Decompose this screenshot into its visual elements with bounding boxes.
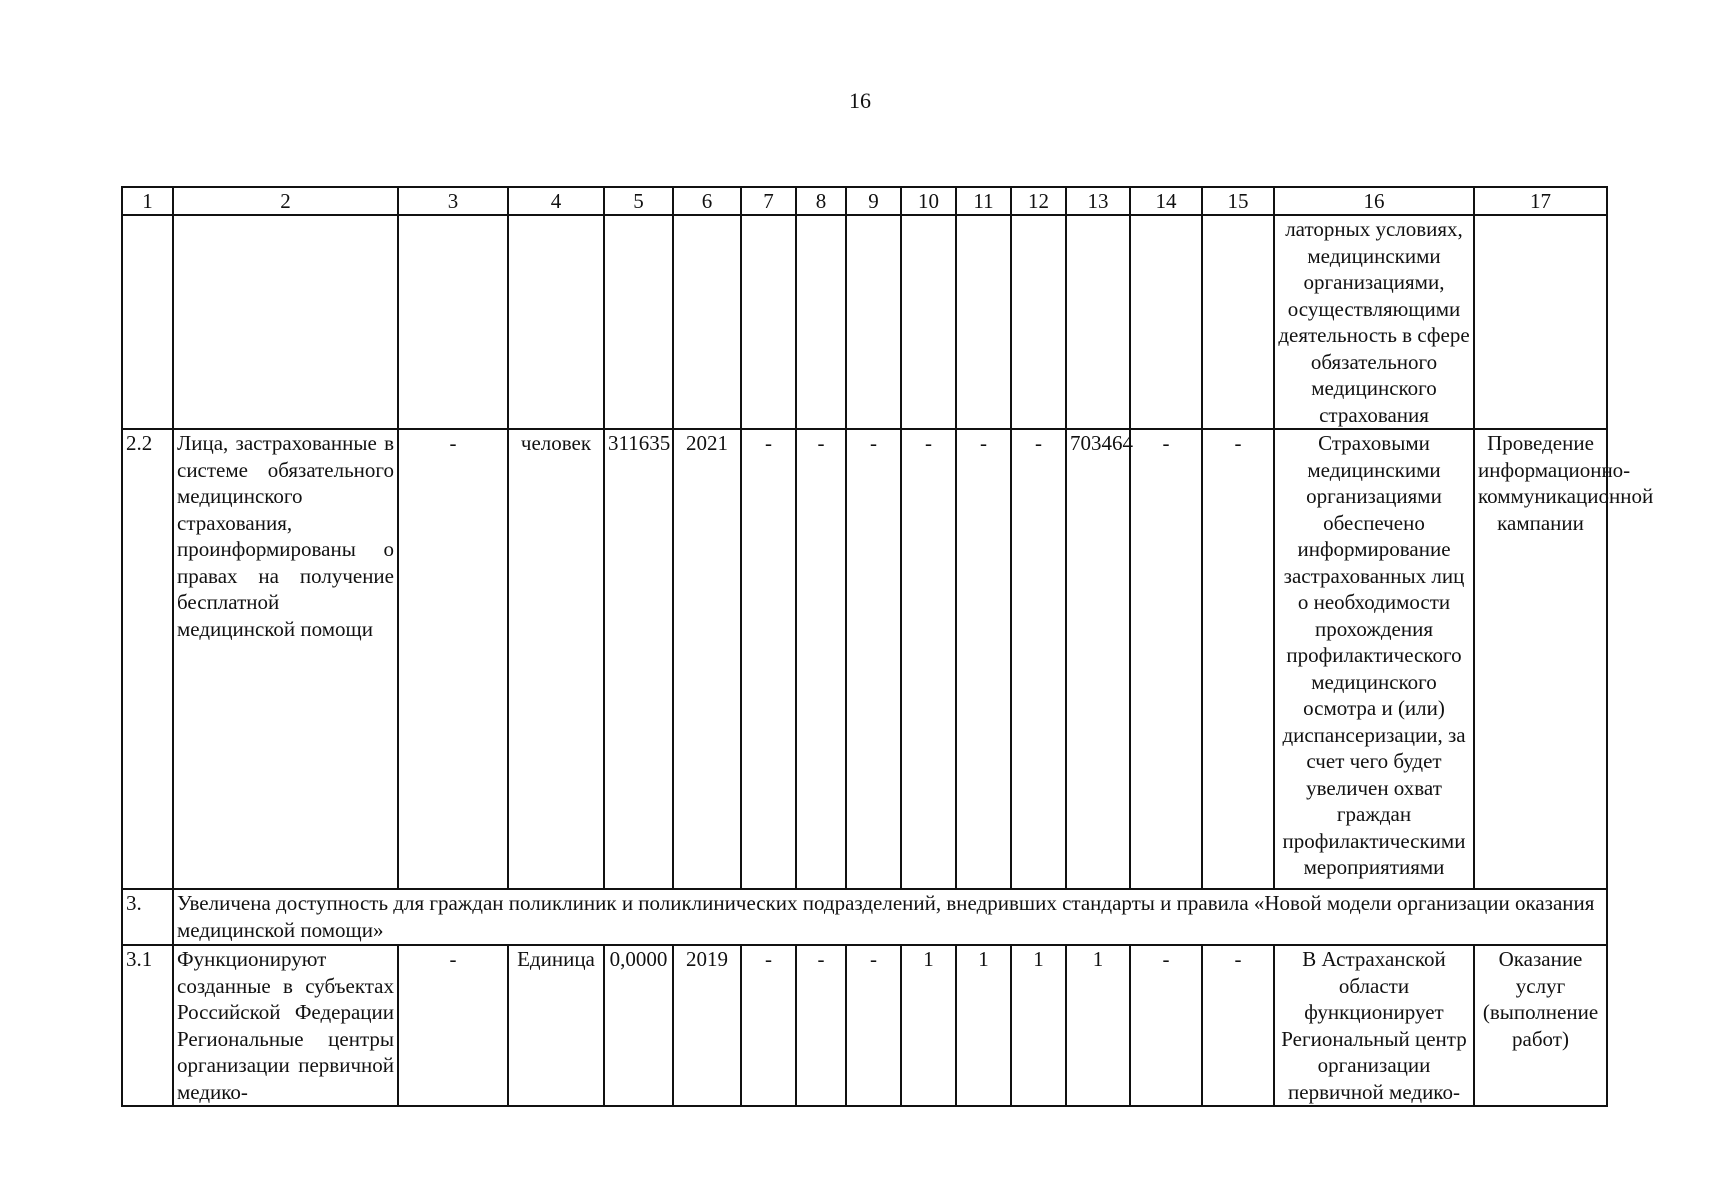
cell-value: -: [741, 945, 796, 1106]
cell-value: -: [1130, 429, 1202, 889]
cell-empty: [173, 215, 398, 429]
result-description-cell: Страховыми медицинскими организациями обеспечено информирование застрахованных лиц о необходимости прохождения профилактического медицинского осмотра и (или) диспансеризации, за счет чего будет увеличен охват граждан профилактическими мероприятиями: [1274, 429, 1474, 889]
column-number: 16: [1274, 187, 1474, 215]
column-number: 5: [604, 187, 673, 215]
indicator-table: [121, 186, 1654, 1107]
unit-cell: человек: [508, 429, 604, 889]
indicator-name-cell: Функционируют созданные в субъектах Российской Федерации Региональные центры организации первичной медико-: [173, 945, 398, 1106]
cell-empty: [901, 215, 956, 429]
table-row-3: [122, 889, 1607, 945]
column-number: 6: [673, 187, 741, 215]
column-number: 7: [741, 187, 796, 215]
indicator-name-cell: Лица, застрахованные в системе обязательного медицинского страхования, проинформированы о правах на получение бесплатной медицинской помощи: [173, 429, 398, 889]
unit-cell: Единица: [508, 945, 604, 1106]
cell-empty: [1202, 215, 1274, 429]
cell-value: 1: [901, 945, 956, 1106]
base-value-cell: 0,0000: [604, 945, 673, 1106]
section-title-cell: Увеличена доступность для граждан поликлиник и поликлинических подразделений, внедривших стандарты и правила «Новой модели организации оказания медицинской помощи»: [173, 889, 1607, 945]
cell-value: -: [1011, 429, 1066, 889]
cell-value: -: [398, 945, 508, 1106]
row-number: 2.2: [122, 429, 173, 889]
base-year-cell: 2021: [673, 429, 741, 889]
result-description-cell: В Астраханской области функционирует Региональный центр организации первичной медико-: [1274, 945, 1474, 1106]
cell-value: -: [1130, 945, 1202, 1106]
cell-value: -: [901, 429, 956, 889]
cell-value: 1: [956, 945, 1011, 1106]
cell-empty: [796, 215, 846, 429]
table-row-continuation: [122, 215, 1607, 429]
cell-empty: [673, 215, 741, 429]
column-number: 11: [956, 187, 1011, 215]
row-number: 3.1: [122, 945, 173, 1106]
cell-value: -: [956, 429, 1011, 889]
column-number: 9: [846, 187, 901, 215]
base-value-cell: 311635: [604, 429, 673, 889]
cell-empty: [1066, 215, 1130, 429]
page-number: 16: [849, 88, 871, 113]
column-number: 14: [1130, 187, 1202, 215]
cell-empty: [1474, 215, 1607, 429]
cell-empty: [122, 215, 173, 429]
column-number: 15: [1202, 187, 1274, 215]
column-number-row: [122, 187, 1607, 215]
cell-value: -: [846, 945, 901, 1106]
cell-empty: [604, 215, 673, 429]
cell-empty: [1130, 215, 1202, 429]
cell-empty: [741, 215, 796, 429]
cell-empty: [508, 215, 604, 429]
result-description-cell: латорных условиях, медицинскими организациями, осуществляющими деятельность в сфере обязательного медицинского страхования: [1274, 215, 1474, 429]
column-number: 1: [122, 187, 173, 215]
cell-value: 1: [1066, 945, 1130, 1106]
cell-empty: [1011, 215, 1066, 429]
cell-value: -: [796, 945, 846, 1106]
column-number: 2: [173, 187, 398, 215]
column-number: 3: [398, 187, 508, 215]
cell-value: -: [796, 429, 846, 889]
column-number: 13: [1066, 187, 1130, 215]
column-number: 17: [1474, 187, 1607, 215]
table-row-2-2: [122, 429, 1607, 889]
column-number: 4: [508, 187, 604, 215]
cell-value: -: [846, 429, 901, 889]
base-year-cell: 2019: [673, 945, 741, 1106]
column-number: 10: [901, 187, 956, 215]
result-type-cell: Оказание услуг (выполнение работ): [1474, 945, 1607, 1106]
cell-empty: [398, 215, 508, 429]
cell-value: -: [741, 429, 796, 889]
cell-empty: [846, 215, 901, 429]
result-type-cell: Проведение информационно-коммуникационной кампании: [1474, 429, 1607, 889]
column-number: 12: [1011, 187, 1066, 215]
cell-value: -: [398, 429, 508, 889]
cell-value: 703464: [1066, 429, 1130, 889]
cell-value: -: [1202, 429, 1274, 889]
cell-value: 1: [1011, 945, 1066, 1106]
cell-empty: [956, 215, 1011, 429]
table-row-3-1: [122, 945, 1607, 1106]
cell-value: -: [1202, 945, 1274, 1106]
column-number: 8: [796, 187, 846, 215]
row-number: 3.: [122, 889, 173, 945]
